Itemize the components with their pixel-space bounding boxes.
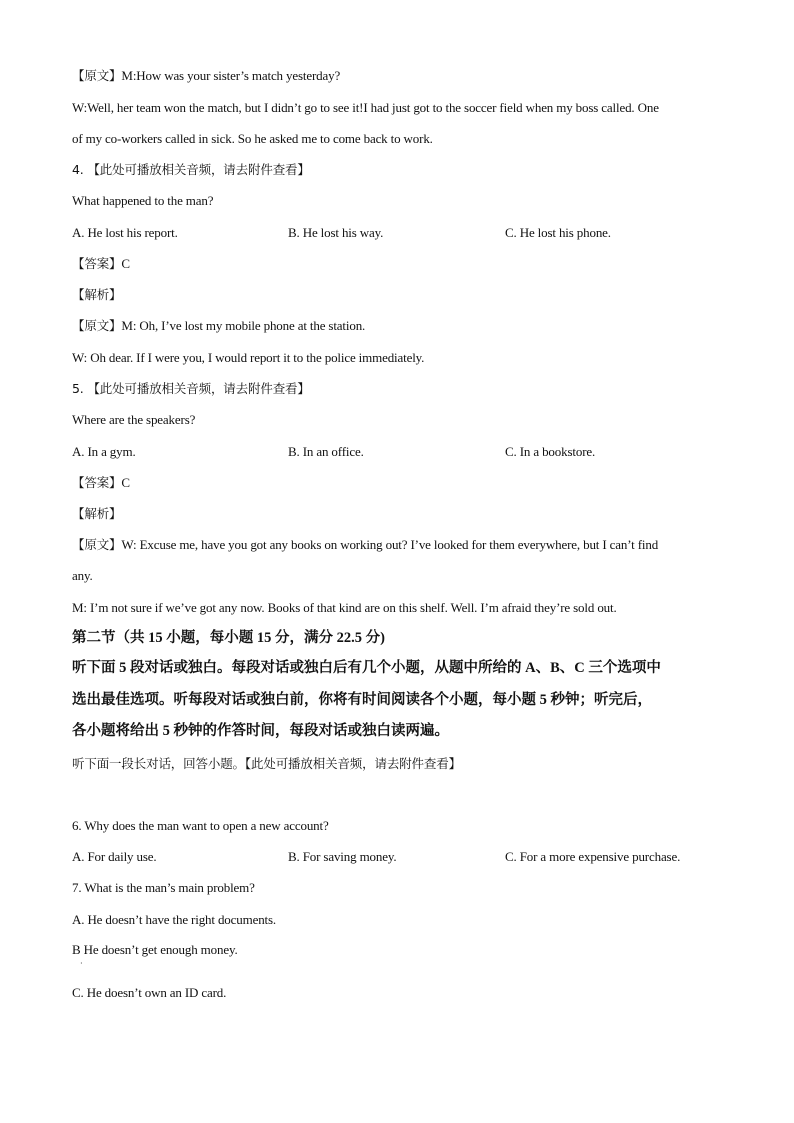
q7-option-a: A. He doesn’t have the right documents. [72, 912, 277, 927]
q5-question: Where are the speakers? [72, 412, 196, 427]
tag-answer: 【答案】 [72, 475, 122, 490]
original-text-m-line [72, 68, 340, 84]
section2-instruction-2: 选出最佳选项。听每段对话或独白前，你将有时间阅读各个小题，每小题 5 秒钟；听完后， [72, 692, 652, 708]
q6-option-c: C. For a more expensive purchase. [505, 849, 681, 864]
m-line-text: M:How was your sister’s match yesterday? [121, 68, 341, 83]
q5-analysis-tag: 【解析】 [72, 506, 122, 521]
q5-option-b: B. In an office. [288, 444, 364, 459]
section2-instruction-3: 各小题将给出 5 秒钟的作答时间，每段对话或独白读两遍。 [72, 723, 449, 739]
q4-option-c: C. He lost his phone. [505, 225, 611, 240]
original-text-w-line-2: of my co-workers called in sick. So he asked me to come back to work. [72, 131, 433, 146]
q5-original-w-line-1 [72, 537, 658, 553]
q5-option-c: C. In a bookstore. [505, 444, 596, 459]
tag-answer: 【答案】 [72, 256, 122, 271]
q4-question: What happened to the man? [72, 193, 214, 208]
q4-option-b: B. He lost his way. [288, 225, 384, 240]
section2-listen-prompt: 听下面一段长对话，回答小题。【此处可播放相关音频，请去附件查看】 [72, 756, 461, 771]
q5-answer [72, 475, 130, 491]
q7-option-c: C. He doesn’t own an ID card. [72, 985, 227, 1000]
q7-option-b: B He doesn’t get enough money. [72, 942, 238, 957]
section2-instruction-1: 听下面 5 段对话或独白。每段对话或独白后有几个小题，从题中所给的 A、B、C 三个选项中 [72, 660, 661, 676]
section2-heading: 第二节（共 15 小题，每小题 15 分，满分 22.5 分) [72, 630, 385, 646]
q6-option-b: B. For saving money. [288, 849, 397, 864]
q5-original-w-line-2: any. [72, 568, 93, 583]
q4-option-a: A. He lost his report. [72, 225, 178, 240]
q5-w-line-text: W: Excuse me, have you got any books on working out? I’ve looked for them everywhere, but I can’t find [121, 537, 659, 552]
q6-question: 6. Why does the man want to open a new account? [72, 818, 329, 833]
q4-m-line-text: M: Oh, I’ve lost my mobile phone at the station. [121, 318, 366, 333]
tag-original-text: 【原文】 [72, 68, 122, 83]
q6-option-a: A. For daily use. [72, 849, 157, 864]
q5-answer-value: C [121, 475, 130, 490]
q4-original-m-line [72, 318, 365, 334]
original-text-w-line-1: W:Well, her team won the match, but I didn’t go to see it!I had just got to the soccer field when my boss called. One [72, 100, 659, 115]
q7-option-b-dot: · [80, 959, 83, 968]
q4-answer-value: C [121, 256, 130, 271]
q4-analysis-tag: 【解析】 [72, 287, 122, 302]
q4-original-w-line: W: Oh dear. If I were you, I would report it to the police immediately. [72, 350, 425, 365]
q5-option-a: A. In a gym. [72, 444, 136, 459]
tag-original-text: 【原文】 [72, 537, 122, 552]
tag-original-text: 【原文】 [72, 318, 122, 333]
q4-title: 4. 【此处可播放相关音频，请去附件查看】 [72, 162, 310, 177]
q5-original-m-line: M: I’m not sure if we’ve got any now. Books of that kind are on this shelf. Well. I’m afraid they’re sold out. [72, 600, 617, 615]
q7-question: 7. What is the man’s main problem? [72, 880, 255, 895]
q4-answer [72, 256, 130, 272]
q5-title: 5. 【此处可播放相关音频，请去附件查看】 [72, 381, 310, 396]
